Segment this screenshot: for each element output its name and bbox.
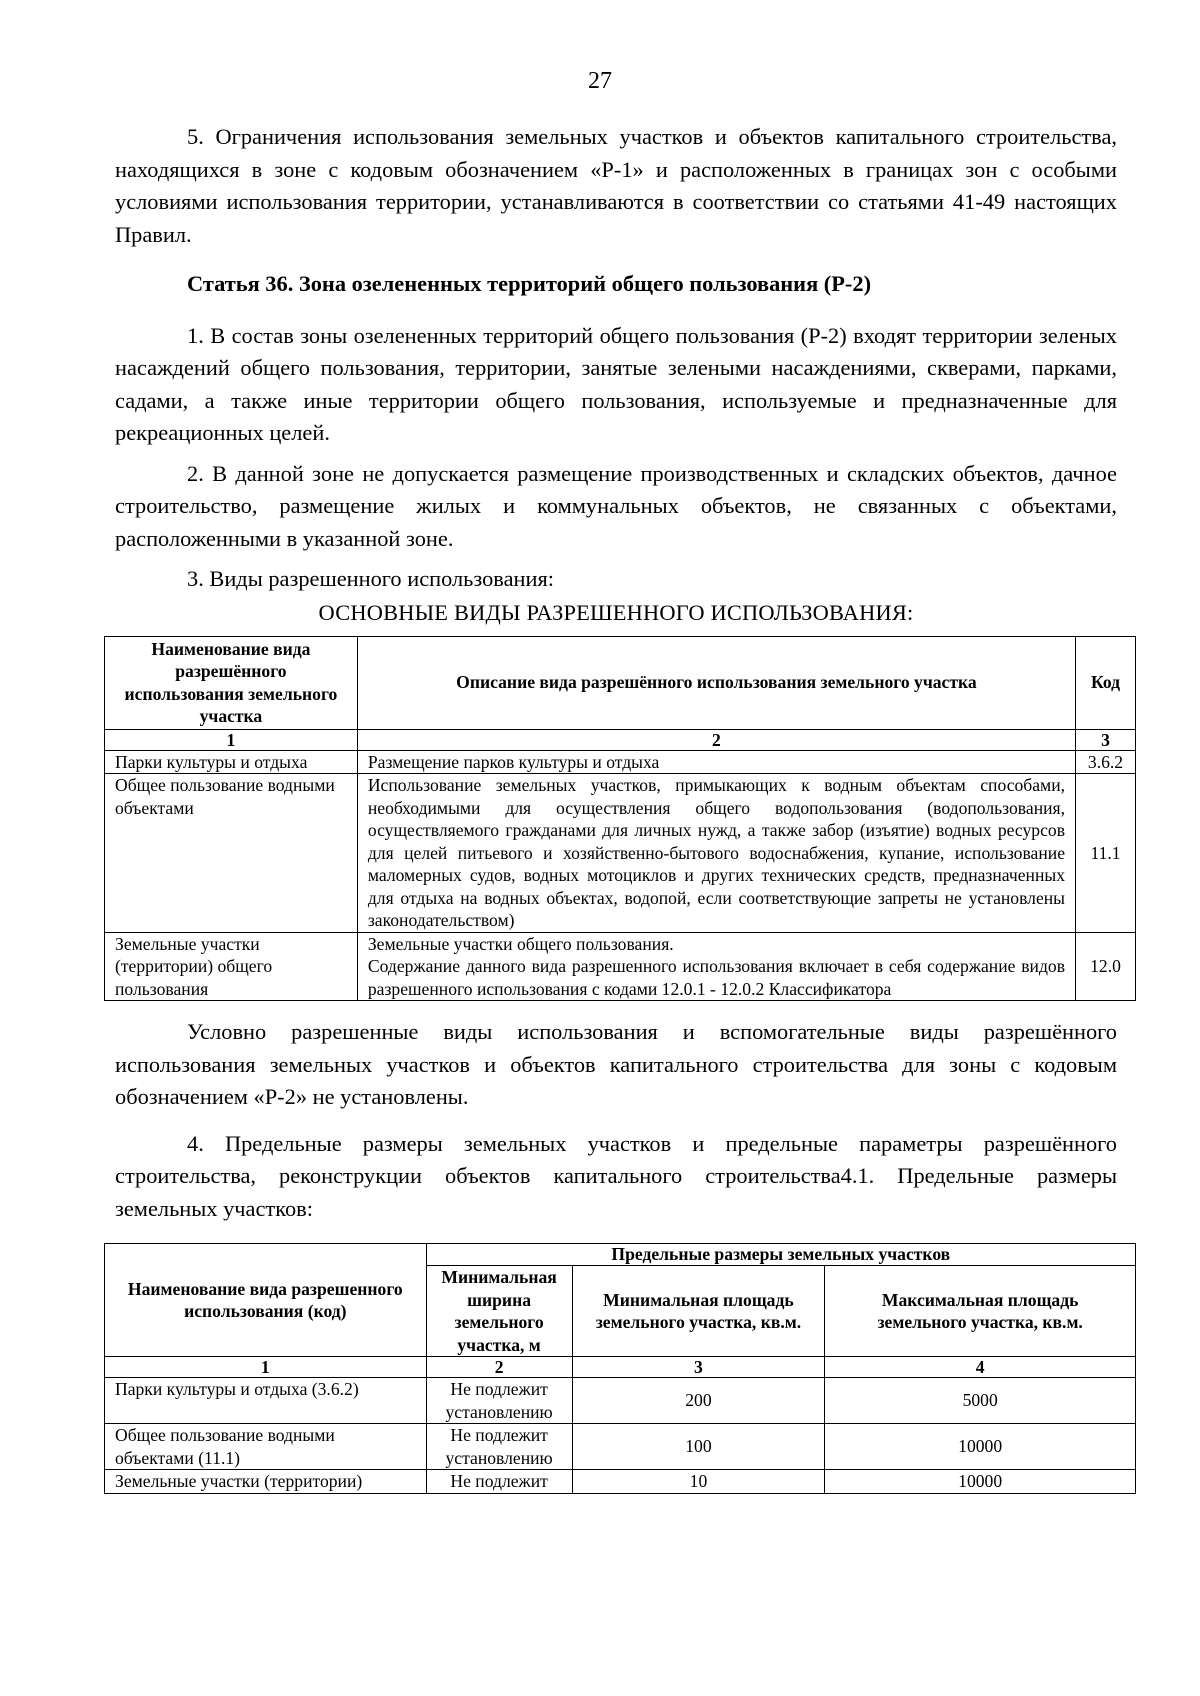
table1-caption: ОСНОВНЫЕ ВИДЫ РАЗРЕШЕННОГО ИСПОЛЬЗОВАНИЯ: [318, 599, 914, 625]
use-name: Парки культуры и отдыха [105, 750, 358, 774]
column-number: 3 [1076, 729, 1136, 750]
table-row [105, 750, 1136, 774]
use-name: Земельные участки (территории) общего пользования [105, 932, 358, 1001]
column-number-row [105, 729, 1136, 750]
use-description: Использование земельных участков, примыкающих к водным объектам способами, необходимыми для осуществления общего водопользования (водопользования, осуществляемого гражданами для личных нужд, а также забор (изъятие) водных ресурсов для целей питьевого и хозяйственно-бытового водоснабжения, купание, использование маломерных судов, водных мотоциклов и других технических средств, предназначенных для отдыха на водных объектах, водопой, если соответствующие запреты не установлены законодательством) [357, 774, 1075, 933]
max-area: 10000 [825, 1424, 1136, 1470]
paragraph-4: 4. Предельные размеры земельных участков и предельные параметры разрешённого строительства, реконструкции объектов капитального строительства4.1. Предельные размеры земельных участков: [115, 1130, 1117, 1221]
column-number: 2 [426, 1357, 572, 1378]
plot-size-table [104, 1243, 1136, 1494]
permitted-uses-table [104, 636, 1136, 1002]
use-name: Общее пользование водными объектами (11.1) [105, 1424, 427, 1470]
use-description-line: Земельные участки общего пользования. [367, 933, 674, 954]
paragraph-conditional: Условно разрешенные виды использования и вспомогательные виды разрешённого использования земельных участков и объектов капитального строительства для зоны с кодовым обозначением «Р-2» не установлены. [115, 1019, 1117, 1109]
min-width: Не подлежит установлению [426, 1424, 572, 1470]
use-name: Земельные участки (территории) [105, 1470, 427, 1494]
column-number: 3 [572, 1357, 825, 1378]
table-row [105, 774, 1136, 933]
column-number: 1 [105, 1357, 427, 1378]
use-description-line: Содержание данного вида разрешенного использования включает в себя содержание видов разрешенного использования с кодами 12.0.1 - 12.0.2 Классификатора [367, 956, 1066, 999]
column-number: 4 [825, 1357, 1136, 1378]
table-header-row [105, 1244, 1136, 1266]
paragraph-3: 3. Виды разрешенного использования: [187, 566, 555, 591]
column-header-code: Код [1076, 636, 1136, 729]
article-title: Статья 36. Зона озелененных территорий общего пользования (Р-2) [187, 271, 872, 296]
use-name: Общее пользование водными объектами [105, 774, 358, 933]
column-header-min-area: Минимальная площадь земельного участка, кв.м. [572, 1266, 825, 1357]
min-width: Не подлежит [426, 1470, 572, 1494]
table-row [105, 1378, 1136, 1424]
paragraph-1: 1. В состав зоны озелененных территорий общего пользования (Р-2) входят территории зеленых насаждений общего пользования, территории, занятые зелеными насаждениями, скверами, парками, садами, а также иные территории общего пользования, используемые и предназначенные для рекреационных целей. [115, 322, 1117, 445]
page-number: 27 [588, 68, 612, 94]
paragraph-2: 2. В данной зоне не допускается размещение производственных и складских объектов, дачное строительство, размещение жилых и коммунальных объектов, не связанных с объектами, расположенными в указанной зоне. [115, 460, 1117, 551]
table-row [105, 1424, 1136, 1470]
table-header-row [105, 636, 1136, 729]
table-row [105, 932, 1136, 1001]
column-header-name: Наименование вида разрешённого использования земельного участка [105, 636, 358, 729]
use-code: 11.1 [1076, 774, 1136, 933]
column-header-max-area: Максимальная площадь земельного участка, кв.м. [825, 1266, 1136, 1357]
min-area: 200 [572, 1378, 825, 1424]
use-name: Парки культуры и отдыха (3.6.2) [105, 1378, 427, 1424]
min-area: 10 [572, 1470, 825, 1494]
max-area: 10000 [825, 1470, 1136, 1494]
document-body [115, 121, 1124, 1494]
min-width: Не подлежит установлению [426, 1378, 572, 1424]
group-header: Предельные размеры земельных участков [426, 1244, 1135, 1266]
column-header-name: Наименование вида разрешенного использования (код) [105, 1244, 427, 1357]
use-code: 3.6.2 [1076, 750, 1136, 774]
use-code: 12.0 [1076, 932, 1136, 1001]
table-row [105, 1470, 1136, 1494]
min-area: 100 [572, 1424, 825, 1470]
column-number: 2 [357, 729, 1075, 750]
use-description [357, 932, 1075, 1001]
column-header-min-width: Минимальная ширина земельного участка, м [426, 1266, 572, 1357]
max-area: 5000 [825, 1378, 1136, 1424]
use-description: Размещение парков культуры и отдыха [357, 750, 1075, 774]
column-number: 1 [105, 729, 358, 750]
paragraph-5: 5. Ограничения использования земельных участков и объектов капитального строительства, находящихся в зоне с кодовым обозначением «Р-1» и расположенных в границах зон с особыми условиями использования территории, устанавливаются в соответствии со статьями 41-49 настоящих Правил. [115, 124, 1117, 247]
column-header-description: Описание вида разрешённого использования земельного участка [357, 636, 1075, 729]
column-number-row [105, 1357, 1136, 1378]
